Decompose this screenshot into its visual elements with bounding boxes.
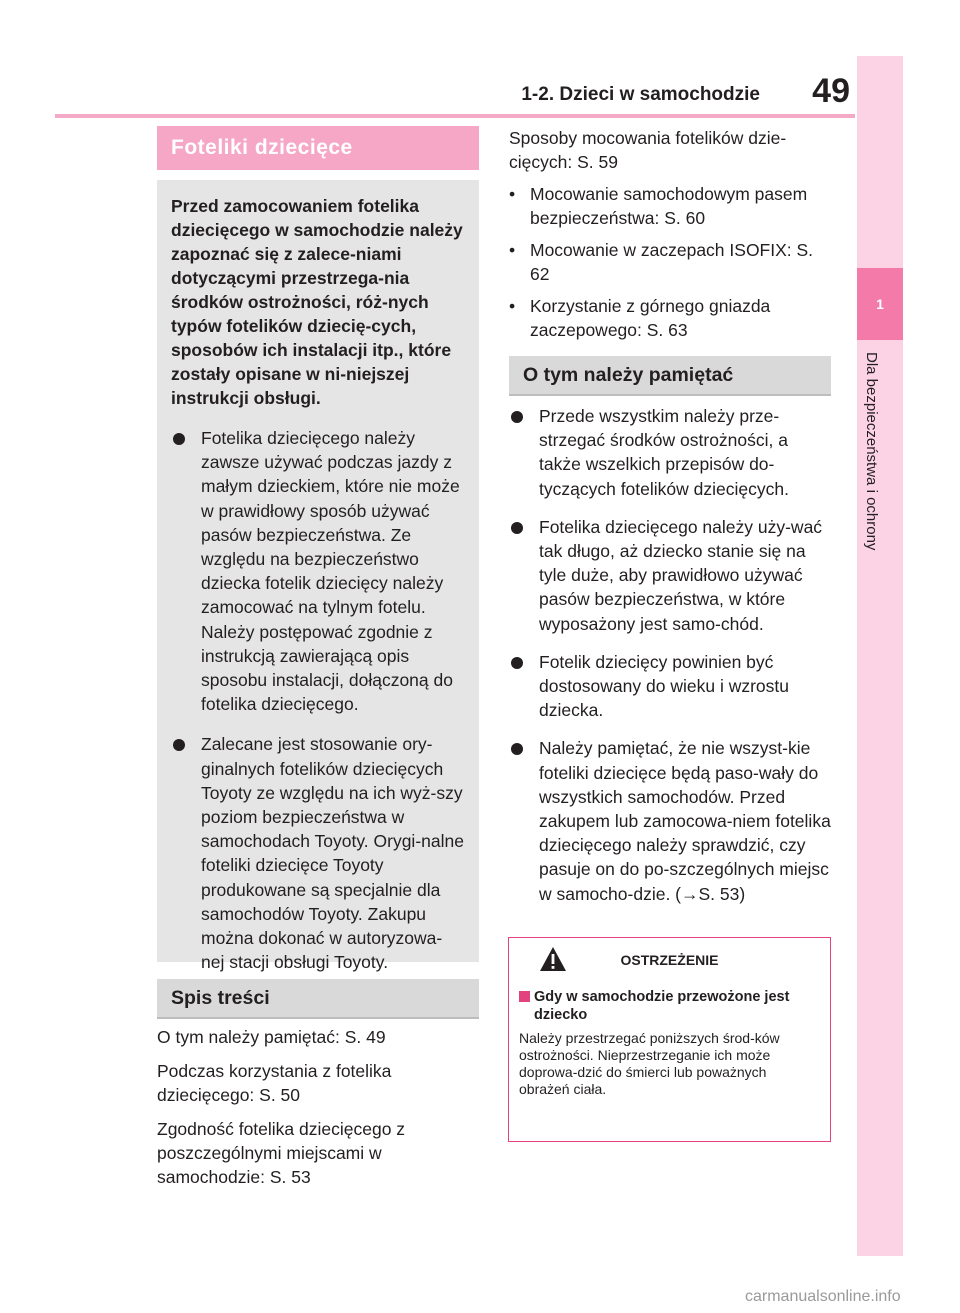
list-dot-icon: • [509,184,516,204]
bullet-text: Zalecane jest stosowanie ory-ginalnych fotelików dziecięcych Toyoty ze względu na ich wyż-szy poziom bezpieczeństwa w samochodach Toyoty. Orygi-nalne foteliki dziecięce Toyoty produkowane są specjalnie dla samochodów Toyoty. Zakupu można dokonać w autoryzowa-nej stacji obsługi Toyoty. [201,734,464,973]
bullet-dot-icon [511,743,523,755]
bullet-text: Przede wszystkim należy prze-strzegać środków ostrożności, a także wszelkich przepisów do-tyczących fotelików dziecięcych. [539,406,789,499]
warning-header [509,938,830,982]
mounting-item-text: Mocowanie samochodowym pasem bezpieczeństwa: S. 60 [530,184,808,228]
mounting-methods [509,126,834,350]
mounting-item[interactable] [509,238,834,286]
remember-list [509,404,834,920]
mounting-item-text: Korzystanie z górnego gniazda zaczepowego: S. 63 [530,296,771,340]
remember-bullet [509,404,834,501]
chapter-strip [857,56,903,1256]
toc-item[interactable]: Podczas korzystania z fotelika dziecięcego: S. 50 [157,1061,392,1105]
bullet-text: Fotelika dziecięcego należy uży-wać tak długo, aż dziecko stanie się na tyle duże, aby prawidłowo używać pasów bezpieczeństwa, w które wyposażony jest samo-chód. [539,516,823,634]
toc-heading: Spis treści [157,979,479,1019]
intro-text: Przed zamocowaniem fotelika dziecięcego w samochodzie należy zapoznać się z zalece-niami dotyczącymi przestrzega-nia środków ostrożności, róż-nych typów fotelików dziecię-cych, sposobów ich instalacji itp., które zostały opisane w ni-niejszej instrukcji obsługi. [171,196,463,408]
warning-title-text: Gdy w samochodzie przewożone jest dziecko [534,989,790,1023]
toc-item[interactable]: Zgodność fotelika dziecięcego z poszczególnymi miejscami w samochodzie: S. 53 [157,1119,406,1187]
bullet-dot-icon [511,411,523,423]
warning-body: Należy przestrzegać poniższych środ-ków ostrożności. Nieprzestrzeganie ich może doprowa-dzić do śmierci lub poważnych obrażeń ciała. [519,1030,780,1097]
remember-bullet [509,736,834,905]
table-of-contents [157,1025,477,1199]
chapter-tab[interactable]: 1 [857,268,903,340]
warning-title [519,988,820,1024]
list-dot-icon: • [509,296,516,316]
mounting-intro: Sposoby mocowania fotelików dzie-cięcych: S. 59 [509,128,787,172]
remember-bullet [509,650,834,723]
intro-bullet [171,426,465,716]
remember-heading: O tym należy pamiętać [509,356,831,396]
bullet-dot-icon [173,739,185,751]
section-title: Foteliki dziecięce [157,126,479,170]
header-divider [55,114,855,118]
warning-triangle-icon [539,946,567,972]
mounting-item[interactable] [509,294,834,342]
toc-item[interactable]: O tym należy pamiętać: S. 49 [157,1027,386,1047]
mounting-item[interactable] [509,182,834,230]
bullet-dot-icon [511,657,523,669]
mounting-item-text: Mocowanie w zaczepach ISOFIX: S. 62 [530,240,814,284]
page-number: 49 [812,72,850,110]
intro-box [157,180,479,973]
list-dot-icon: • [509,240,516,260]
bullet-dot-icon [173,433,185,445]
warning-label: OSTRZEŻENIE [620,952,719,968]
watermark: carmanualsonline.info [745,1288,901,1305]
intro-bullet [171,732,465,974]
bullet-text: Należy pamiętać, że nie wszyst-kie foteliki dziecięce będą paso-wały do wszystkich samochodów. Przed zakupem lub zamocowa-niem fotelika dziecięcego należy sprawdzić, czy pasuje on do po-szczególnych miejsc w samocho-dzie. (→S. 53) [539,738,831,904]
bullet-text: Fotelika dziecięcego należy zawsze używać podczas jazdy z małym dzieckiem, które nie może w prawidłowy sposób używać pasów bezpieczeństwa. Ze względu na bezpieczeństwo dziecka fotelik dziecięcy należy zamocować na tylnym fotelu. Należy postępować zgodnie z instrukcją zawierającą opis sposobu instalacji, dołączoną do fotelika dziecięcego. [201,428,460,715]
chapter-label: Dla bezpieczeństwa i ochrony [863,352,880,551]
remember-bullet [509,515,834,636]
running-header: 1-2. Dzieci w samochodzie [521,84,760,105]
square-bullet-icon [519,991,530,1002]
warning-box [508,937,831,1142]
bullet-text: Fotelik dziecięcy powinien być dostosowany do wieku i wzrostu dziecka. [539,651,789,721]
bullet-dot-icon [511,522,523,534]
